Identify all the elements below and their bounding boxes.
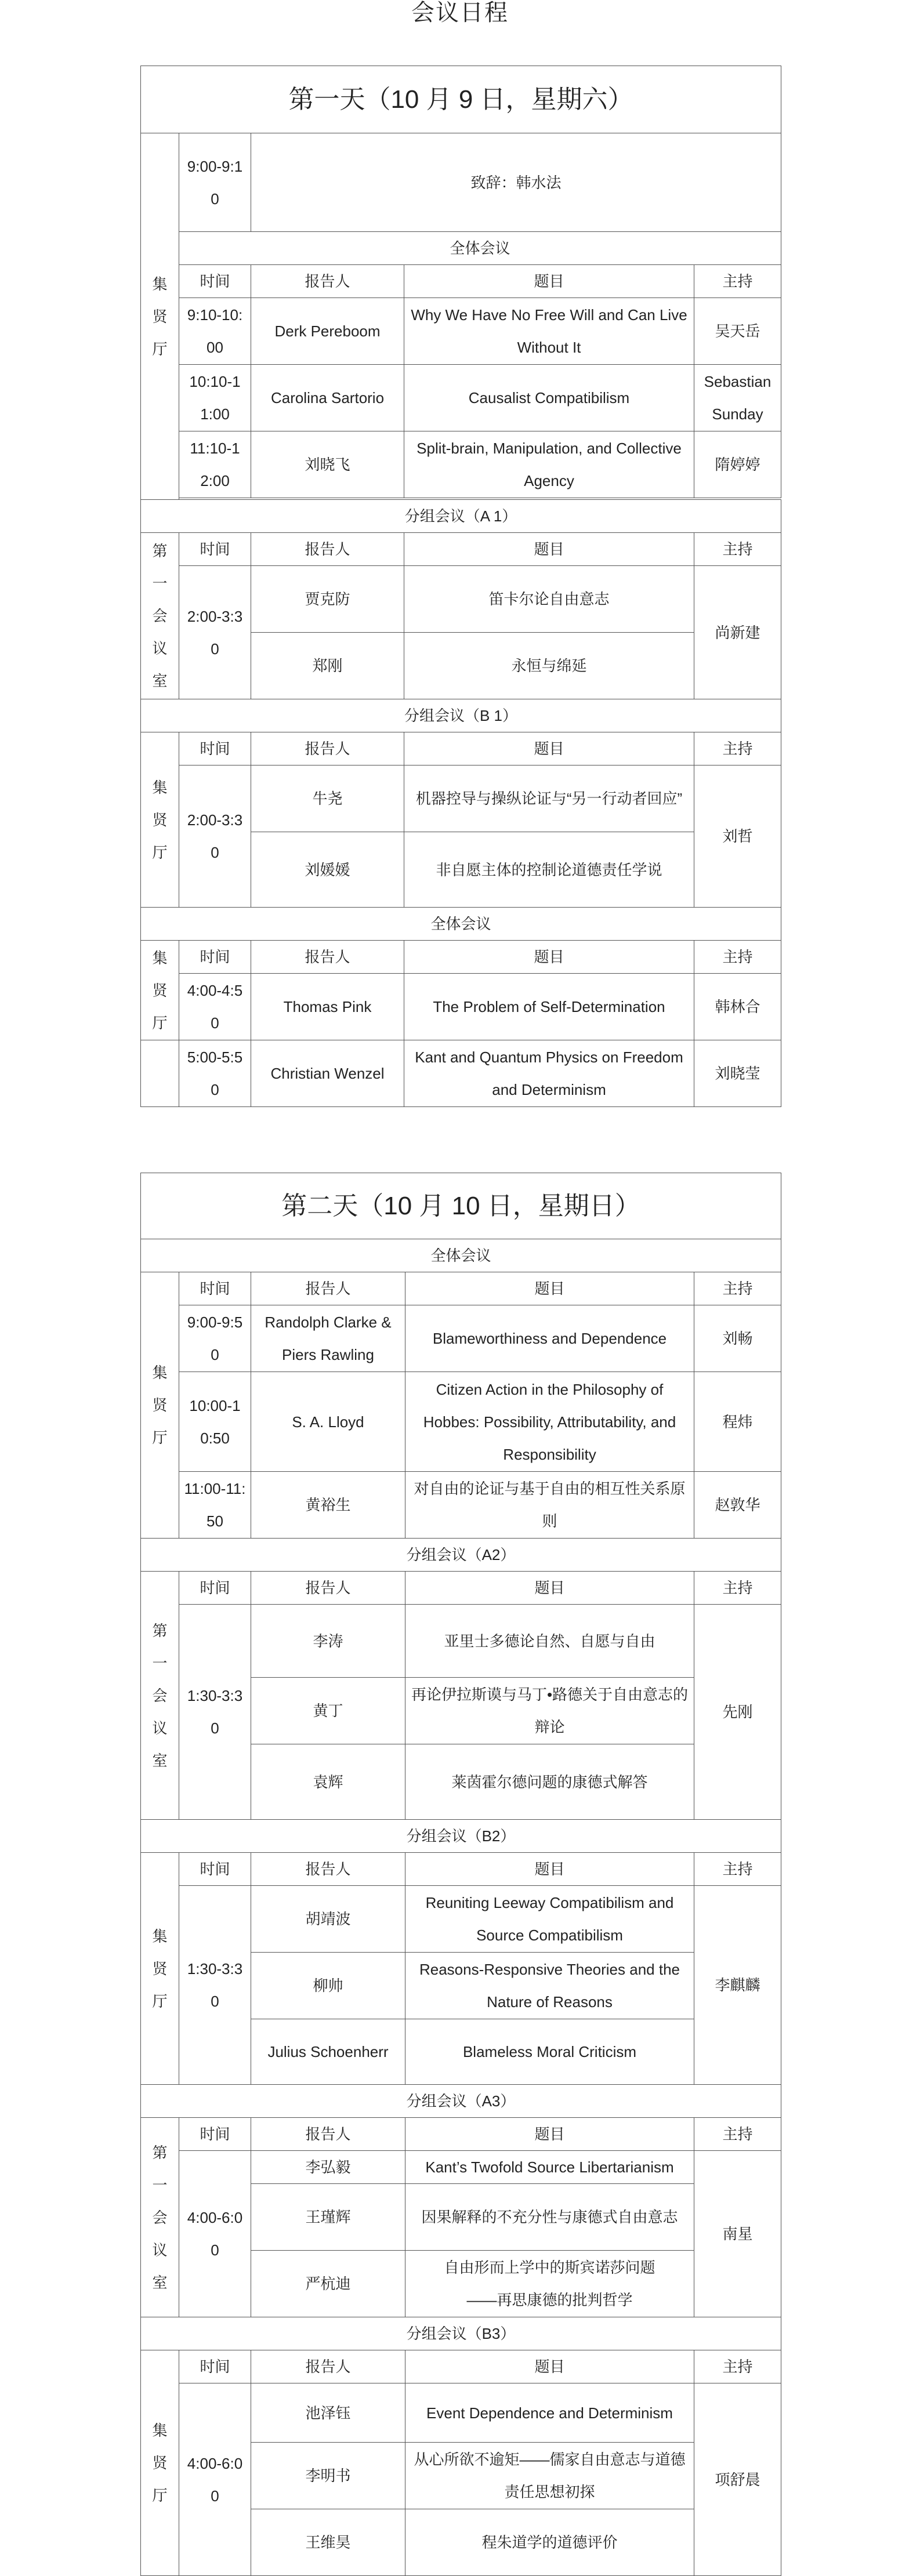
topic: 再论伊拉斯谟与马丁•路德关于自由意志的辩论 xyxy=(405,1678,694,1744)
session-time: 10:10-11:00 xyxy=(179,365,251,431)
chair: 刘畅 xyxy=(694,1305,781,1372)
day2-b3-label: 分组会议（B3） xyxy=(141,2317,781,2350)
day1-title: 第一天（10 月 9 日，星期六） xyxy=(141,66,781,133)
chair: Sebastian Sunday xyxy=(694,365,781,431)
session-time: 10:00-10:50 xyxy=(179,1372,251,1472)
topic-line: ——再思康德的批判哲学 xyxy=(466,2291,633,2309)
topic: 机器控导与操纵论证与“另一行动者回应” xyxy=(404,765,694,832)
speaker: Randolph Clarke & Piers Rawling xyxy=(251,1305,405,1372)
header-time: 时间 xyxy=(179,265,251,298)
day1-b1-label: 分组会议（B 1） xyxy=(141,699,781,732)
day1-a1-venue: 第 一 会 议 室 xyxy=(141,533,179,699)
topic: Citizen Action in the Philosophy of Hobbes: Possibility, Attributability, and Responsibility xyxy=(405,1372,694,1472)
chair: 赵敦华 xyxy=(694,1472,781,1539)
header-chair: 主持 xyxy=(694,941,781,974)
topic: 非自愿主体的控制论道德责任学说 xyxy=(404,832,694,908)
speaker: 黄丁 xyxy=(251,1678,405,1744)
day2-a3-label: 分组会议（A3） xyxy=(141,2085,781,2118)
speaker: Julius Schoenherr xyxy=(251,2019,405,2085)
chair: 李麒麟 xyxy=(694,1886,781,2085)
speaker: 刘媛媛 xyxy=(251,832,404,908)
speaker: Carolina Sartorio xyxy=(251,365,404,431)
speaker: 李涛 xyxy=(251,1605,405,1678)
session-time: 2:00-3:30 xyxy=(179,765,251,908)
header-speaker: 报告人 xyxy=(251,2350,405,2383)
speaker: 胡靖波 xyxy=(251,1886,405,1953)
header-chair: 主持 xyxy=(694,1853,781,1886)
topic: Kant’s Twofold Source Libertarianism xyxy=(405,2151,694,2184)
speaker: 牛尧 xyxy=(251,765,404,832)
topic: Reasons-Responsive Theories and the Nature of Reasons xyxy=(405,1953,694,2019)
topic: Why We Have No Free Will and Can Live Without It xyxy=(404,298,694,365)
header-topic: 题目 xyxy=(405,1853,694,1886)
session-time: 4:00-6:00 xyxy=(179,2383,251,2576)
header-time: 时间 xyxy=(179,941,251,974)
chair: 南星 xyxy=(694,2151,781,2317)
speaker: Christian Wenzel xyxy=(251,1040,404,1107)
speaker: 王瑾辉 xyxy=(251,2184,405,2251)
header-time: 时间 xyxy=(179,533,251,566)
speaker: 刘晓飞 xyxy=(251,431,404,498)
day1-a1-label: 分组会议（A 1） xyxy=(141,500,781,533)
topic: Kant and Quantum Physics on Freedom and Determinism xyxy=(404,1040,694,1107)
speaker: 柳帅 xyxy=(251,1953,405,2019)
chair: 程炜 xyxy=(694,1372,781,1472)
speaker: Derk Pereboom xyxy=(251,298,404,365)
session-time: 5:00-5:50 xyxy=(179,1040,251,1107)
speaker: Thomas Pink xyxy=(251,974,404,1040)
topic: Event Dependence and Determinism xyxy=(405,2383,694,2443)
day1-plenary2-label: 全体会议 xyxy=(141,908,781,941)
topic: Causalist Compatibilism xyxy=(404,365,694,431)
topic-line: 自由形而上学中的斯宾诺莎问题 xyxy=(444,2259,655,2276)
header-speaker: 报告人 xyxy=(251,1272,405,1305)
header-chair: 主持 xyxy=(694,1572,781,1605)
header-time: 时间 xyxy=(179,732,251,765)
header-topic: 题目 xyxy=(404,732,694,765)
session-time: 4:00-4:50 xyxy=(179,974,251,1040)
speaker: 王维昊 xyxy=(251,2509,405,2576)
session-time: 11:10-12:00 xyxy=(179,431,251,498)
header-topic: 题目 xyxy=(404,941,694,974)
session-time: 4:00-6:00 xyxy=(179,2151,251,2317)
day1-plenary1-venue: 集 贤 厅 xyxy=(141,133,179,500)
day1-b1-venue: 集 贤 厅 xyxy=(141,732,179,908)
chair: 尚新建 xyxy=(694,566,781,699)
day2-plenary-label: 全体会议 xyxy=(141,1239,781,1272)
session-time: 9:10-10:00 xyxy=(179,298,251,365)
speaker: 严杭迪 xyxy=(251,2251,405,2317)
header-topic: 题目 xyxy=(405,2118,694,2151)
topic xyxy=(405,2251,694,2317)
day1-opening-text: 致辞：韩水法 xyxy=(251,133,781,232)
document-title: 会议日程 xyxy=(411,0,509,26)
header-topic: 题目 xyxy=(405,1572,694,1605)
session-time: 9:00-9:50 xyxy=(179,1305,251,1372)
speaker: 贾克防 xyxy=(251,566,404,633)
chair: 刘哲 xyxy=(694,765,781,908)
header-speaker: 报告人 xyxy=(251,732,404,765)
day2-b2-label: 分组会议（B2） xyxy=(141,1820,781,1853)
topic: 笛卡尔论自由意志 xyxy=(404,566,694,633)
topic: 程朱道学的道德评价 xyxy=(405,2509,694,2576)
header-time: 时间 xyxy=(179,2350,251,2383)
session-time: 1:30-3:30 xyxy=(179,1886,251,2085)
topic: 从心所欲不逾矩——儒家自由意志与道德责任思想初探 xyxy=(405,2443,694,2509)
header-chair: 主持 xyxy=(694,1272,781,1305)
speaker: 袁辉 xyxy=(251,1744,405,1820)
topic: Split-brain, Manipulation, and Collective Agency xyxy=(404,431,694,498)
speaker: 池泽钰 xyxy=(251,2383,405,2443)
speaker: 黄裕生 xyxy=(251,1472,405,1539)
topic: 对自由的论证与基于自由的相互性关系原则 xyxy=(405,1472,694,1539)
header-speaker: 报告人 xyxy=(251,1572,405,1605)
header-speaker: 报告人 xyxy=(251,2118,405,2151)
chair: 刘晓莹 xyxy=(694,1040,781,1107)
session-time: 2:00-3:30 xyxy=(179,566,251,699)
speaker: 李明书 xyxy=(251,2443,405,2509)
topic: Blameless Moral Criticism xyxy=(405,2019,694,2085)
day2-a2-venue: 第 一 会 议 室 xyxy=(141,1572,179,1820)
session-time: 11:00-11:50 xyxy=(179,1472,251,1539)
topic: Reuniting Leeway Compatibilism and Source Compatibilism xyxy=(405,1886,694,1953)
topic: Blameworthiness and Dependence xyxy=(405,1305,694,1372)
day1-opening-time: 9:00-9:10 xyxy=(179,133,251,232)
day1-schedule-table xyxy=(140,66,781,1107)
chair: 吴天岳 xyxy=(694,298,781,365)
topic: 莱茵霍尔德问题的康德式解答 xyxy=(405,1744,694,1820)
chair: 项舒晨 xyxy=(694,2383,781,2576)
header-speaker: 报告人 xyxy=(251,533,404,566)
day2-title: 第二天（10 月 10 日，星期日） xyxy=(141,1173,781,1239)
topic: The Problem of Self-Determination xyxy=(404,974,694,1040)
chair: 韩林合 xyxy=(694,974,781,1040)
header-speaker: 报告人 xyxy=(251,265,404,298)
header-topic: 题目 xyxy=(404,533,694,566)
speaker: 李弘毅 xyxy=(251,2151,405,2184)
day2-a2-label: 分组会议（A2） xyxy=(141,1539,781,1572)
header-topic: 题目 xyxy=(405,1272,694,1305)
header-time: 时间 xyxy=(179,2118,251,2151)
day2-b3-venue: 集 贤 厅 xyxy=(141,2350,179,2576)
chair: 隋婷婷 xyxy=(694,431,781,498)
venue-empty xyxy=(141,1040,179,1107)
header-chair: 主持 xyxy=(694,2118,781,2151)
header-topic: 题目 xyxy=(405,2350,694,2383)
speaker: 郑刚 xyxy=(251,633,404,699)
day1-plenary1-label: 全体会议 xyxy=(179,232,781,265)
day2-b2-venue: 集 贤 厅 xyxy=(141,1853,179,2085)
header-chair: 主持 xyxy=(694,533,781,566)
topic: 亚里士多德论自然、自愿与自由 xyxy=(405,1605,694,1678)
speaker: S. A. Lloyd xyxy=(251,1372,405,1472)
topic: 因果解释的不充分性与康德式自由意志 xyxy=(405,2184,694,2251)
header-time: 时间 xyxy=(179,1853,251,1886)
header-chair: 主持 xyxy=(694,732,781,765)
topic: 永恒与绵延 xyxy=(404,633,694,699)
header-speaker: 报告人 xyxy=(251,1853,405,1886)
day2-schedule-table xyxy=(140,1173,781,2576)
day1-plenary2-venue: 集 贤 厅 xyxy=(141,941,179,1040)
header-speaker: 报告人 xyxy=(251,941,404,974)
header-time: 时间 xyxy=(179,1272,251,1305)
day2-a3-venue: 第 一 会 议 室 xyxy=(141,2118,179,2317)
day2-plenary-venue: 集 贤 厅 xyxy=(141,1272,179,1539)
chair: 先刚 xyxy=(694,1605,781,1820)
header-chair: 主持 xyxy=(694,265,781,298)
header-topic: 题目 xyxy=(404,265,694,298)
header-chair: 主持 xyxy=(694,2350,781,2383)
session-time: 1:30-3:30 xyxy=(179,1605,251,1820)
header-time: 时间 xyxy=(179,1572,251,1605)
